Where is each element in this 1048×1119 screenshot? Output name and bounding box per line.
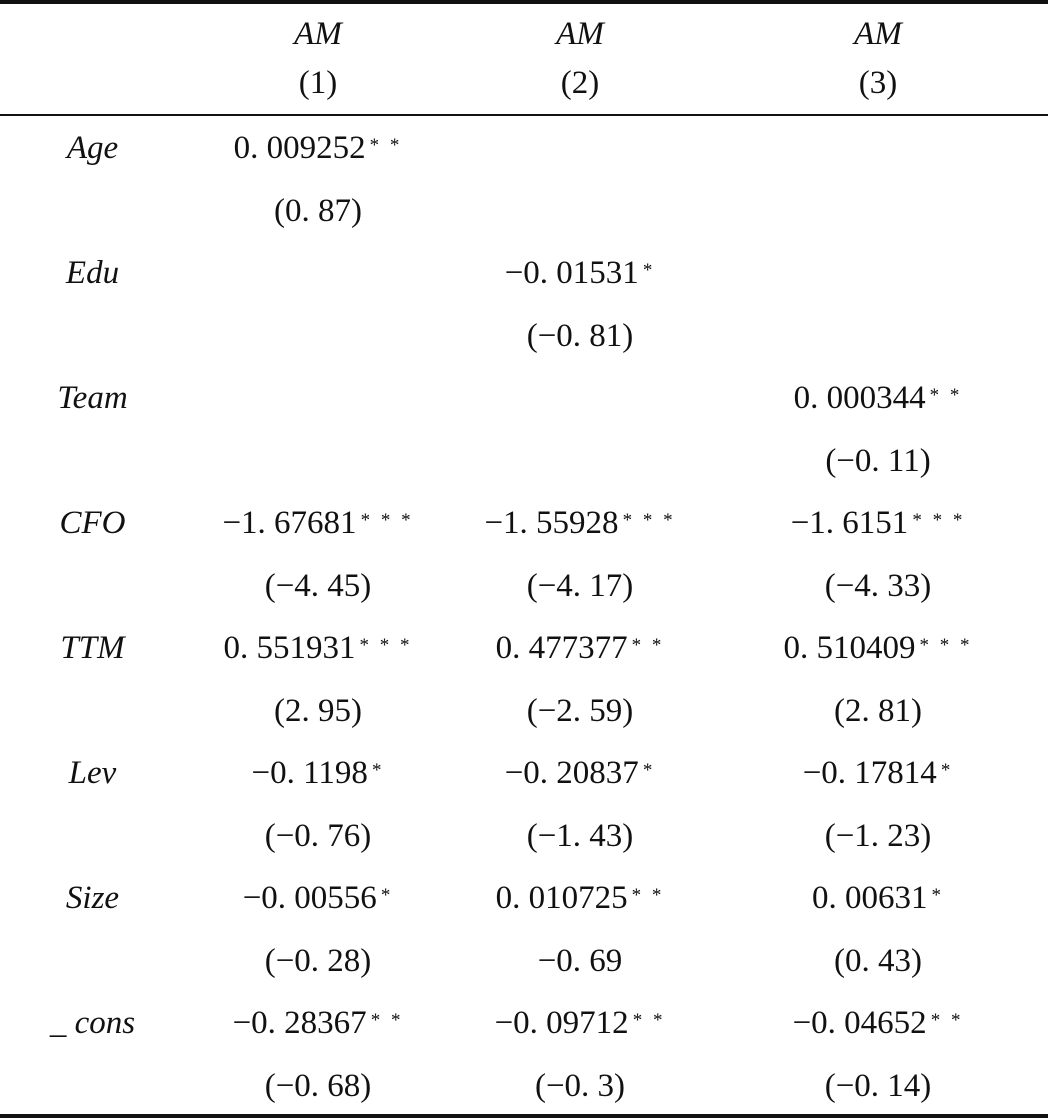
coefficient-value: −1. 6151 xyxy=(790,505,909,541)
coefficient-value: −0. 1198 xyxy=(251,755,368,791)
coefficient-value: 0. 009252 xyxy=(233,130,366,166)
significance-stars: * * * xyxy=(912,510,966,531)
column-number: (1) xyxy=(298,65,338,101)
t-statistic: (0. 43) xyxy=(834,943,922,979)
significance-stars: * * xyxy=(631,885,665,906)
t-statistic: (−0. 68) xyxy=(264,1068,372,1104)
coefficient-value: −0. 04652 xyxy=(792,1005,927,1041)
coefficient-cell xyxy=(168,376,468,420)
coefficient-cell xyxy=(430,126,730,170)
column-label: AM xyxy=(294,16,342,52)
t-statistic xyxy=(168,314,468,358)
significance-stars: * xyxy=(940,760,954,781)
t-statistic xyxy=(728,314,1028,358)
coefficient-value: −1. 67681 xyxy=(222,505,357,541)
top-rule xyxy=(0,0,1048,4)
t-statistic: −0. 69 xyxy=(537,943,623,979)
t-statistic: (2. 95) xyxy=(274,693,362,729)
coefficient-cell xyxy=(168,626,468,670)
coefficient-value: −1. 55928 xyxy=(484,505,619,541)
coefficient-value: 0. 00631 xyxy=(812,880,928,916)
significance-stars: * * xyxy=(929,385,963,406)
t-statistic: (−0. 28) xyxy=(264,943,372,979)
coefficient-cell xyxy=(430,251,730,295)
t-statistic xyxy=(430,439,730,483)
header-rule xyxy=(0,114,1048,116)
coefficient-cell xyxy=(168,751,468,795)
t-statistic: (−2. 59) xyxy=(526,693,634,729)
t-statistic: (−0. 3) xyxy=(534,1068,626,1104)
coefficient-cell xyxy=(168,876,468,920)
t-statistic: (−4. 33) xyxy=(824,568,932,604)
t-statistic: (−0. 11) xyxy=(825,443,931,479)
coefficient-cell xyxy=(728,626,1028,670)
significance-stars: * xyxy=(642,760,656,781)
coefficient-cell xyxy=(430,626,730,670)
significance-stars: * * xyxy=(369,135,403,156)
significance-stars: * xyxy=(371,760,385,781)
t-statistic xyxy=(168,439,468,483)
significance-stars: * * xyxy=(632,1010,666,1031)
t-statistic: (−4. 45) xyxy=(264,568,372,604)
coefficient-cell xyxy=(168,251,468,295)
coefficient-value: 0. 010725 xyxy=(495,880,628,916)
coefficient-cell xyxy=(430,751,730,795)
variable-label: Lev xyxy=(68,755,117,791)
coefficient-cell xyxy=(430,501,730,545)
t-statistic: (−1. 23) xyxy=(824,818,932,854)
column-header-2 xyxy=(430,18,730,100)
significance-stars: * * * xyxy=(622,510,676,531)
t-statistic: (−0. 76) xyxy=(264,818,372,854)
coefficient-cell xyxy=(728,501,1028,545)
variable-label: Age xyxy=(66,130,119,166)
coefficient-cell xyxy=(728,251,1028,295)
coefficient-cell xyxy=(430,376,730,420)
column-number: (3) xyxy=(858,65,898,101)
variable-label: Size xyxy=(65,880,120,916)
coefficient-cell xyxy=(168,501,468,545)
column-header-3 xyxy=(728,18,1028,100)
significance-stars: * * * xyxy=(360,510,414,531)
coefficient-value: −0. 20837 xyxy=(504,755,639,791)
variable-label: CFO xyxy=(59,505,126,541)
coefficient-cell xyxy=(430,1001,730,1045)
coefficient-value: −0. 00556 xyxy=(242,880,377,916)
significance-stars: * xyxy=(931,885,944,906)
coefficient-cell xyxy=(168,126,468,170)
significance-stars: * xyxy=(642,260,656,281)
t-statistic xyxy=(728,189,1028,233)
t-statistic: (−1. 43) xyxy=(526,818,634,854)
significance-stars: * * xyxy=(631,635,665,656)
coefficient-cell xyxy=(728,751,1028,795)
column-label: AM xyxy=(854,16,902,52)
bottom-rule xyxy=(0,1114,1048,1118)
t-statistic xyxy=(430,189,730,233)
column-header-1 xyxy=(168,18,468,100)
coefficient-value: 0. 477377 xyxy=(495,630,628,666)
significance-stars: * xyxy=(380,885,394,906)
coefficient-cell xyxy=(728,876,1028,920)
variable-label: Team xyxy=(57,380,128,416)
significance-stars: * * xyxy=(930,1010,964,1031)
t-statistic: (−0. 14) xyxy=(824,1068,932,1104)
variable-label: Edu xyxy=(65,255,120,291)
coefficient-cell xyxy=(728,1001,1028,1045)
coefficient-value: −0. 01531 xyxy=(504,255,639,291)
coefficient-cell xyxy=(728,376,1028,420)
t-statistic: (−4. 17) xyxy=(526,568,634,604)
coefficient-cell xyxy=(728,126,1028,170)
variable-label: TTM xyxy=(60,630,125,666)
variable-label: _ cons xyxy=(49,1005,136,1041)
column-number: (2) xyxy=(560,65,600,101)
t-statistic: (−0. 81) xyxy=(526,318,634,354)
coefficient-value: −0. 17814 xyxy=(802,755,937,791)
coefficient-value: −0. 09712 xyxy=(494,1005,629,1041)
coefficient-cell xyxy=(430,876,730,920)
coefficient-value: −0. 28367 xyxy=(232,1005,367,1041)
significance-stars: * * * xyxy=(919,635,973,656)
coefficient-value: 0. 510409 xyxy=(783,630,916,666)
significance-stars: * * xyxy=(370,1010,404,1031)
coefficient-value: 0. 000344 xyxy=(793,380,926,416)
t-statistic: (2. 81) xyxy=(834,693,922,729)
column-label: AM xyxy=(556,16,604,52)
coefficient-cell xyxy=(168,1001,468,1045)
significance-stars: * * * xyxy=(359,635,413,656)
t-statistic: (0. 87) xyxy=(274,193,362,229)
coefficient-value: 0. 551931 xyxy=(223,630,356,666)
